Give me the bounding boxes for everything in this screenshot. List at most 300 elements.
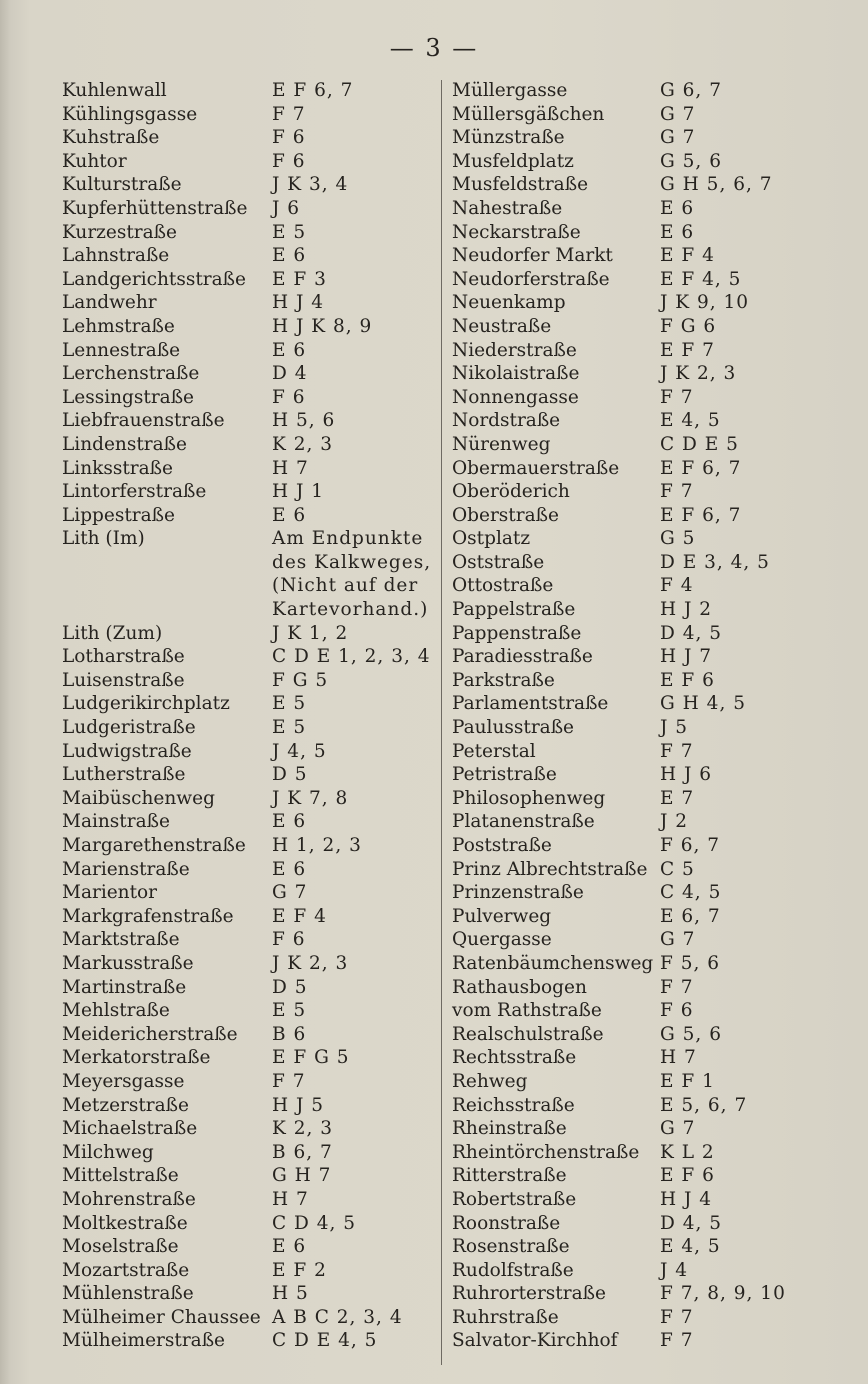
- grid-reference: E 7: [660, 787, 695, 809]
- street-name: Rathausbogen: [452, 976, 587, 998]
- grid-reference: E 4, 5: [660, 1236, 721, 1258]
- street-name: Kulturstraße: [62, 174, 182, 196]
- street-entry: [452, 173, 852, 197]
- street-name: Ruhrorterstraße: [452, 1283, 606, 1305]
- street-name: Müllersgäßchen: [452, 103, 605, 125]
- grid-reference: E 6: [272, 504, 307, 526]
- street-name: Lessingstraße: [62, 386, 195, 408]
- street-name: Lotharstraße: [62, 646, 185, 668]
- grid-reference: G 7: [660, 1118, 696, 1140]
- grid-reference: E 5, 6, 7: [660, 1094, 748, 1116]
- street-name: Rehweg: [452, 1070, 528, 1092]
- street-entry: [62, 1141, 432, 1165]
- street-entry: [62, 622, 432, 646]
- street-entry: [452, 244, 852, 268]
- street-name: Platanenstraße: [452, 811, 595, 833]
- grid-reference: C D E 5: [660, 433, 739, 455]
- grid-reference: E F 7: [660, 339, 715, 361]
- street-entry: [452, 952, 852, 976]
- street-entry: [452, 527, 852, 551]
- street-entry: [452, 1212, 852, 1236]
- grid-reference: E 6: [272, 1236, 307, 1258]
- street-entry: [452, 1094, 852, 1118]
- street-name: Reichsstraße: [452, 1094, 575, 1116]
- street-entry: [452, 1070, 852, 1094]
- street-name: Parlamentstraße: [452, 693, 609, 715]
- street-entry: [62, 1282, 432, 1306]
- grid-reference: G 5, 6: [660, 1023, 722, 1045]
- street-entry: [62, 315, 432, 339]
- street-name: Moltkestraße: [62, 1212, 188, 1234]
- street-name: Marienstraße: [62, 858, 190, 880]
- street-name: Robertstraße: [452, 1188, 577, 1210]
- street-entry: [452, 598, 852, 622]
- grid-reference: H 5, 6: [272, 410, 336, 432]
- street-name: Nordstraße: [452, 410, 561, 432]
- street-name: Pappelstraße: [452, 599, 576, 621]
- street-name: Peterstal: [452, 740, 536, 762]
- street-name: Oberstraße: [452, 504, 559, 526]
- grid-reference: J 5: [660, 717, 689, 739]
- grid-note-line: des Kalkweges,: [272, 551, 432, 573]
- street-entry: [62, 291, 432, 315]
- grid-reference: H J 7: [660, 646, 713, 668]
- street-entry: [452, 810, 852, 834]
- street-name: Ostplatz: [452, 528, 531, 550]
- grid-reference: E F 6, 7: [660, 504, 742, 526]
- street-entry: [62, 692, 432, 716]
- street-entry: [62, 1188, 432, 1212]
- street-entry: [62, 1329, 432, 1353]
- grid-reference: C D E 4, 5: [272, 1330, 378, 1352]
- street-name: Ruhrstraße: [452, 1306, 559, 1328]
- grid-reference: F 4: [660, 575, 694, 597]
- grid-reference: H J 5: [272, 1094, 325, 1116]
- grid-reference: J K 3, 4: [272, 174, 349, 196]
- street-name: Lennestraße: [62, 339, 181, 361]
- street-entry: [452, 999, 852, 1023]
- street-name: Prinz Albrechtstraße: [452, 858, 648, 880]
- grid-reference: C D E 1, 2, 3, 4: [272, 646, 431, 668]
- street-name: Obermauerstraße: [452, 457, 620, 479]
- grid-reference: E F 6, 7: [272, 80, 354, 101]
- street-name: Markusstraße: [62, 952, 194, 974]
- street-name: Luisenstraße: [62, 669, 185, 691]
- street-entry: [452, 221, 852, 245]
- grid-reference: E 4, 5: [660, 410, 721, 432]
- grid-reference: E F G 5: [272, 1047, 350, 1069]
- grid-reference: D 4, 5: [660, 1212, 723, 1234]
- street-name: Kurzestraße: [62, 221, 177, 243]
- street-name: Kuhlenwall: [62, 80, 167, 101]
- grid-reference: H J 1: [272, 481, 325, 503]
- street-name: Marktstraße: [62, 929, 180, 951]
- grid-reference: H 5: [272, 1283, 309, 1305]
- street-name: Mülheimerstraße: [62, 1330, 225, 1352]
- street-name: Margarethenstraße: [62, 835, 246, 856]
- street-entry: [62, 173, 432, 197]
- street-name: Mülheimer Chaussee: [62, 1306, 261, 1328]
- street-name: Landgerichtsstraße: [62, 268, 246, 290]
- grid-reference: F 7: [272, 1070, 306, 1092]
- street-entry: [62, 409, 432, 433]
- street-entry: [62, 1046, 432, 1070]
- street-entry: [62, 999, 432, 1023]
- street-name: Lahnstraße: [62, 245, 170, 267]
- grid-reference: J K 2, 3: [272, 952, 349, 974]
- grid-reference: D 4: [272, 363, 308, 385]
- street-entry: [452, 433, 852, 457]
- grid-reference: E 6: [660, 221, 695, 243]
- street-name: Liebfrauenstraße: [62, 410, 225, 432]
- street-entry: [452, 692, 852, 716]
- street-name: Philosophenweg: [452, 787, 606, 809]
- grid-reference: A B C 2, 3, 4: [272, 1306, 403, 1328]
- street-entry: [452, 905, 852, 929]
- street-entry: [62, 433, 432, 457]
- grid-reference: H J 4: [272, 292, 325, 314]
- grid-reference: G H 4, 5: [660, 693, 746, 715]
- street-name: Lith (Im): [62, 528, 145, 550]
- grid-reference: F 6: [272, 127, 306, 149]
- street-name: Rudolfstraße: [452, 1259, 574, 1281]
- street-entry: [452, 291, 852, 315]
- street-name: Rechtsstraße: [452, 1047, 577, 1069]
- grid-reference: F 7: [660, 740, 694, 762]
- street-entry: [452, 881, 852, 905]
- grid-reference: G 7: [272, 882, 308, 904]
- grid-reference: H J 6: [660, 764, 713, 786]
- grid-reference: F 7: [660, 1330, 694, 1352]
- grid-reference: J 2: [660, 811, 689, 833]
- grid-reference: H 1, 2, 3: [272, 835, 362, 856]
- grid-reference: F 6: [272, 386, 306, 408]
- street-entry: [62, 103, 432, 127]
- street-entry: [62, 197, 432, 221]
- grid-reference: J 4: [660, 1259, 689, 1281]
- street-name: Kuhstraße: [62, 127, 160, 149]
- grid-reference: F G 6: [660, 315, 717, 337]
- street-entry: [452, 409, 852, 433]
- grid-reference: J K 9, 10: [660, 292, 750, 314]
- grid-reference: G 7: [660, 103, 696, 125]
- street-entry: [62, 740, 432, 764]
- street-entry: [62, 126, 432, 150]
- grid-reference: E 6: [272, 339, 307, 361]
- street-name: Ludgerikirchplatz: [62, 693, 230, 715]
- street-name: Rheinstraße: [452, 1118, 567, 1140]
- street-name: Paulusstraße: [452, 717, 574, 739]
- grid-reference: D 5: [272, 976, 308, 998]
- street-entry: [452, 1235, 852, 1259]
- grid-note-line: Am Endpunkte: [272, 528, 424, 550]
- grid-reference: K 2, 3: [272, 1118, 334, 1140]
- street-name: Petristraße: [452, 764, 557, 786]
- street-name: Lippestraße: [62, 504, 175, 526]
- left-column: [62, 79, 432, 1353]
- grid-reference: C 5: [660, 858, 695, 880]
- street-entry: [452, 480, 852, 504]
- street-name: Pappenstraße: [452, 622, 582, 644]
- grid-reference: E 6, 7: [660, 905, 721, 927]
- street-name: Musfeldstraße: [452, 174, 589, 196]
- street-name: Neudorferstraße: [452, 268, 610, 290]
- grid-reference: G 7: [660, 127, 696, 149]
- street-name: Merkatorstraße: [62, 1047, 211, 1069]
- street-name: Mohrenstraße: [62, 1188, 196, 1210]
- grid-reference: H 7: [272, 457, 309, 479]
- grid-reference: E F 1: [660, 1070, 715, 1092]
- street-entry: [452, 740, 852, 764]
- street-name: Realschulstraße: [452, 1023, 604, 1045]
- street-name: Rosenstraße: [452, 1236, 570, 1258]
- street-entry: [452, 551, 852, 575]
- street-name: Lerchenstraße: [62, 363, 200, 385]
- grid-reference: J K 1, 2: [272, 622, 349, 644]
- street-entry: [452, 504, 852, 528]
- grid-reference: H 7: [660, 1047, 697, 1069]
- street-name: Maibüschenweg: [62, 787, 215, 809]
- street-name: Michaelstraße: [62, 1118, 198, 1140]
- grid-reference: F 6: [272, 150, 306, 172]
- street-name: Müllergasse: [452, 80, 568, 101]
- street-entry: [452, 1046, 852, 1070]
- street-entry: [62, 716, 432, 740]
- street-name: Lindenstraße: [62, 433, 187, 455]
- grid-reference: J 4, 5: [272, 740, 327, 762]
- street-name: Markgrafenstraße: [62, 905, 234, 927]
- page-number: — 3 —: [389, 34, 479, 62]
- right-column: [452, 79, 852, 1353]
- grid-reference: E 5: [272, 717, 307, 739]
- street-entry: [62, 1023, 432, 1047]
- street-name: Milchweg: [62, 1141, 154, 1163]
- grid-reference: H J K 8, 9: [272, 315, 373, 337]
- grid-reference: E F 6, 7: [660, 457, 742, 479]
- street-entry: [62, 79, 432, 103]
- street-entry: [452, 386, 852, 410]
- street-entry: [452, 1141, 852, 1165]
- street-name: Musfeldplatz: [452, 150, 574, 172]
- street-name: Mühlenstraße: [62, 1283, 194, 1305]
- street-name: Neckarstraße: [452, 221, 581, 243]
- grid-reference: B 6, 7: [272, 1141, 333, 1163]
- grid-reference: J K 2, 3: [660, 363, 737, 385]
- grid-reference: C D 4, 5: [272, 1212, 357, 1234]
- street-name: Moselstraße: [62, 1236, 179, 1258]
- grid-reference: E 5: [272, 221, 307, 243]
- street-name: Rheintörchenstraße: [452, 1141, 640, 1163]
- grid-reference: F 6: [272, 929, 306, 951]
- grid-note-line: Kartevorhand.): [272, 599, 429, 621]
- street-entry: [452, 834, 852, 858]
- street-entry: [62, 976, 432, 1000]
- grid-reference: H 7: [272, 1188, 309, 1210]
- street-entry: [62, 480, 432, 504]
- street-name: Parkstraße: [452, 669, 555, 691]
- street-name: Mittelstraße: [62, 1165, 179, 1187]
- street-entry: [62, 1306, 432, 1330]
- street-entry: [62, 905, 432, 929]
- street-name: Neudorfer Markt: [452, 245, 613, 267]
- street-name: Ludgeristraße: [62, 717, 196, 739]
- grid-reference: J K 7, 8: [272, 787, 349, 809]
- grid-reference: E F 6: [660, 669, 715, 691]
- street-name: Nahestraße: [452, 197, 563, 219]
- street-name: Niederstraße: [452, 339, 577, 361]
- street-name: Salvator-Kirchhof: [452, 1330, 618, 1352]
- street-name: Linksstraße: [62, 457, 173, 479]
- street-entry: [452, 976, 852, 1000]
- street-entry: [452, 763, 852, 787]
- grid-reference: E 5: [272, 693, 307, 715]
- street-entry: [62, 339, 432, 363]
- grid-reference: H J 4: [660, 1188, 713, 1210]
- grid-reference: F 6, 7: [660, 835, 721, 856]
- street-entry: [452, 716, 852, 740]
- street-entry: [62, 1094, 432, 1118]
- grid-reference: F 6: [660, 1000, 694, 1022]
- street-entry: [452, 197, 852, 221]
- street-name: Pulverweg: [452, 905, 552, 927]
- grid-reference: G H 5, 6, 7: [660, 174, 773, 196]
- street-entry: [62, 504, 432, 528]
- grid-reference: C 4, 5: [660, 882, 722, 904]
- street-name: Meidericherstraße: [62, 1023, 238, 1045]
- street-entry: [452, 457, 852, 481]
- street-name: Marientor: [62, 882, 158, 904]
- street-entry: [62, 810, 432, 834]
- grid-reference: E F 3: [272, 268, 327, 290]
- grid-reference: H J 2: [660, 599, 713, 621]
- street-entry: [452, 858, 852, 882]
- street-name: Mozartstraße: [62, 1259, 190, 1281]
- street-entry: [452, 645, 852, 669]
- street-entry: [452, 622, 852, 646]
- grid-reference: F 7: [272, 103, 306, 125]
- street-name: Münzstraße: [452, 127, 565, 149]
- grid-reference: G 7: [660, 929, 696, 951]
- street-name: Nikolaistraße: [452, 363, 580, 385]
- street-name: Mainstraße: [62, 811, 170, 833]
- street-name: Landwehr: [62, 292, 157, 314]
- street-name: Roonstraße: [452, 1212, 561, 1234]
- street-entry: [62, 244, 432, 268]
- street-entry: [62, 669, 432, 693]
- grid-reference: F 5, 6: [660, 952, 721, 974]
- grid-reference: E F 4: [660, 245, 715, 267]
- grid-reference: E 5: [272, 1000, 307, 1022]
- street-entry: [62, 1117, 432, 1141]
- grid-reference: F 7: [660, 976, 694, 998]
- street-entry: [62, 1235, 432, 1259]
- street-entry: [452, 1282, 852, 1306]
- street-entry: [452, 1164, 852, 1188]
- street-entry: [62, 268, 432, 292]
- grid-reference: F 7: [660, 1306, 694, 1328]
- grid-reference: K L 2: [660, 1141, 715, 1163]
- street-entry: [452, 362, 852, 386]
- street-name: Poststraße: [452, 835, 552, 856]
- street-name: Meyersgasse: [62, 1070, 185, 1092]
- grid-reference: J 6: [272, 197, 301, 219]
- grid-reference: E F 6: [660, 1165, 715, 1187]
- grid-note-line: (Nicht auf der: [272, 575, 419, 597]
- street-name: Ludwigstraße: [62, 740, 192, 762]
- street-entry: [452, 787, 852, 811]
- street-name: Nonnengasse: [452, 386, 579, 408]
- street-name: Lintorferstraße: [62, 481, 207, 503]
- street-entry: [62, 386, 432, 410]
- street-entry: [452, 1117, 852, 1141]
- street-name: Lehmstraße: [62, 315, 175, 337]
- street-name: Kupferhüttenstraße: [62, 197, 248, 219]
- grid-reference: E 6: [272, 858, 307, 880]
- grid-reference: F 7, 8, 9, 10: [660, 1283, 786, 1305]
- street-entry: [62, 150, 432, 174]
- grid-reference: G 5: [660, 528, 696, 550]
- grid-reference: D 4, 5: [660, 622, 723, 644]
- street-entry: [62, 881, 432, 905]
- street-entry: [62, 362, 432, 386]
- grid-reference: G 6, 7: [660, 80, 722, 101]
- street-name: Neustraße: [452, 315, 552, 337]
- grid-reference: F G 5: [272, 669, 329, 691]
- grid-reference: B 6: [272, 1023, 307, 1045]
- street-name: Ottostraße: [452, 575, 554, 597]
- street-name: Oststraße: [452, 551, 545, 573]
- street-name: Kühlingsgasse: [62, 103, 198, 125]
- grid-reference: D 5: [272, 764, 308, 786]
- street-entry: [452, 126, 852, 150]
- street-entry: [452, 79, 852, 103]
- grid-reference: E 6: [272, 245, 307, 267]
- street-entry: [452, 1023, 852, 1047]
- street-entry: [62, 1070, 432, 1094]
- column-divider: [441, 80, 442, 1365]
- street-name: Metzerstraße: [62, 1094, 189, 1116]
- street-entry: [452, 339, 852, 363]
- grid-reference: E F 4: [272, 905, 327, 927]
- street-entry: [452, 928, 852, 952]
- street-name: Ritterstraße: [452, 1165, 567, 1187]
- street-name: Oberöderich: [452, 481, 570, 503]
- street-entry: [62, 1259, 432, 1283]
- street-entry: [62, 834, 432, 858]
- street-entry: [62, 1212, 432, 1236]
- street-entry: [452, 1329, 852, 1353]
- street-entry: [62, 787, 432, 811]
- street-entry: [62, 1164, 432, 1188]
- grid-reference: D E 3, 4, 5: [660, 551, 770, 573]
- street-entry: [452, 1306, 852, 1330]
- grid-reference: E F 2: [272, 1259, 327, 1281]
- grid-reference: F 7: [660, 386, 694, 408]
- street-entry: [452, 315, 852, 339]
- street-entry: [62, 457, 432, 481]
- street-entry: [452, 1259, 852, 1283]
- street-name: Neuenkamp: [452, 292, 566, 314]
- grid-reference: E F 4, 5: [660, 268, 742, 290]
- street-entry: [62, 952, 432, 976]
- street-name: Paradiesstraße: [452, 646, 593, 668]
- street-entry: [452, 1188, 852, 1212]
- street-entry: [62, 645, 432, 669]
- grid-reference: E 6: [272, 811, 307, 833]
- street-name: Quergasse: [452, 929, 552, 951]
- street-name: vom Rathstraße: [452, 1000, 602, 1022]
- street-name: Martinstraße: [62, 976, 187, 998]
